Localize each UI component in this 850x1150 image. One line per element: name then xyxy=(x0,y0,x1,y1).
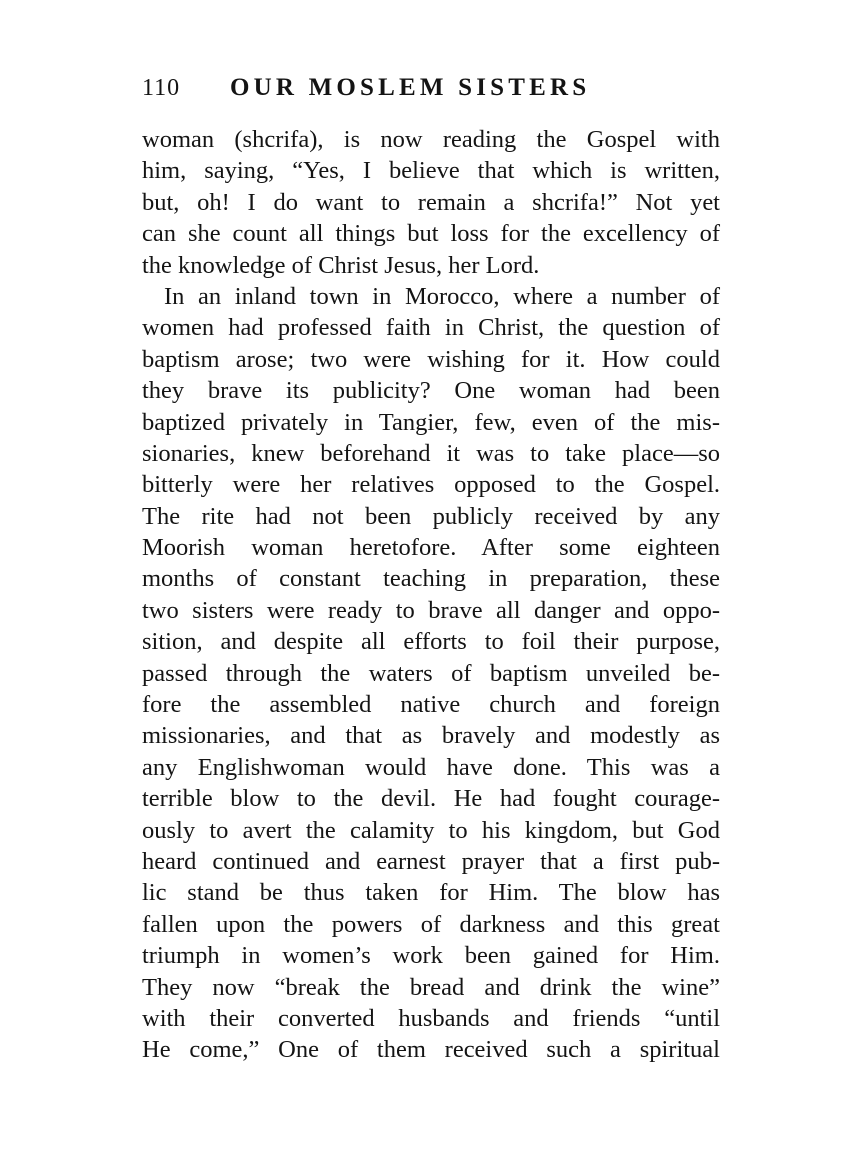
text-line: the knowledge of Christ Jesus, her Lord. xyxy=(142,251,540,279)
text-line: women had professed faith in Christ, the question of xyxy=(142,314,720,342)
text-line: any Englishwoman would have done. This was a xyxy=(142,753,720,781)
text-line: ously to avert the calamity to his kingdom, but God xyxy=(142,816,720,844)
text-line: can she count all things but loss for the excellency of xyxy=(142,220,720,248)
text-line: but, oh! I do want to remain a shcrifa!” Not yet xyxy=(142,188,720,216)
text-line: sition, and despite all efforts to foil their purpose, xyxy=(142,628,720,656)
text-line: months of constant teaching in preparation, these xyxy=(142,565,720,593)
running-title: OUR MOSLEM SISTERS xyxy=(230,74,591,101)
text-line: He come,” One of them received such a spiritual xyxy=(142,1036,720,1064)
text-line: bitterly were her relatives opposed to the Gospel. xyxy=(142,471,720,499)
text-line: In an inland town in Morocco, where a number of xyxy=(164,282,720,310)
text-line: missionaries, and that as bravely and modestly as xyxy=(142,722,720,750)
running-head xyxy=(142,74,722,110)
text-line: terrible blow to the devil. He had fought courage- xyxy=(142,785,720,813)
text-line: woman (shcrifa), is now reading the Gospel with xyxy=(142,126,720,153)
page-number: 110 xyxy=(142,75,181,101)
text-line: they brave its publicity? One woman had been xyxy=(142,377,720,405)
text-line: heard continued and earnest prayer that a first pub- xyxy=(142,847,720,875)
text-line: The rite had not been publicly received by any xyxy=(142,502,720,530)
text-line: him, saying, “Yes, I believe that which is written, xyxy=(142,157,720,185)
text-line: triumph in women’s work been gained for Him. xyxy=(142,942,720,970)
text-line: lic stand be thus taken for Him. The blow has xyxy=(142,879,720,907)
text-line: They now “break the bread and drink the wine” xyxy=(142,973,720,1001)
text-line: with their converted husbands and friends “until xyxy=(142,1004,720,1032)
text-line: passed through the waters of baptism unveiled be- xyxy=(142,659,720,687)
text-line: two sisters were ready to brave all danger and oppo- xyxy=(142,596,720,624)
text-line: fore the assembled native church and foreign xyxy=(142,691,720,719)
text-line: Moorish woman heretofore. After some eighteen xyxy=(142,534,720,562)
text-line: baptized privately in Tangier, few, even of the mis- xyxy=(142,408,720,436)
text-line: baptism arose; two were wishing for it. How could xyxy=(142,345,720,373)
text-line: sionaries, knew beforehand it was to take place—so xyxy=(142,439,720,467)
text-line: fallen upon the powers of darkness and this great xyxy=(142,910,720,938)
body-text xyxy=(142,124,720,1066)
